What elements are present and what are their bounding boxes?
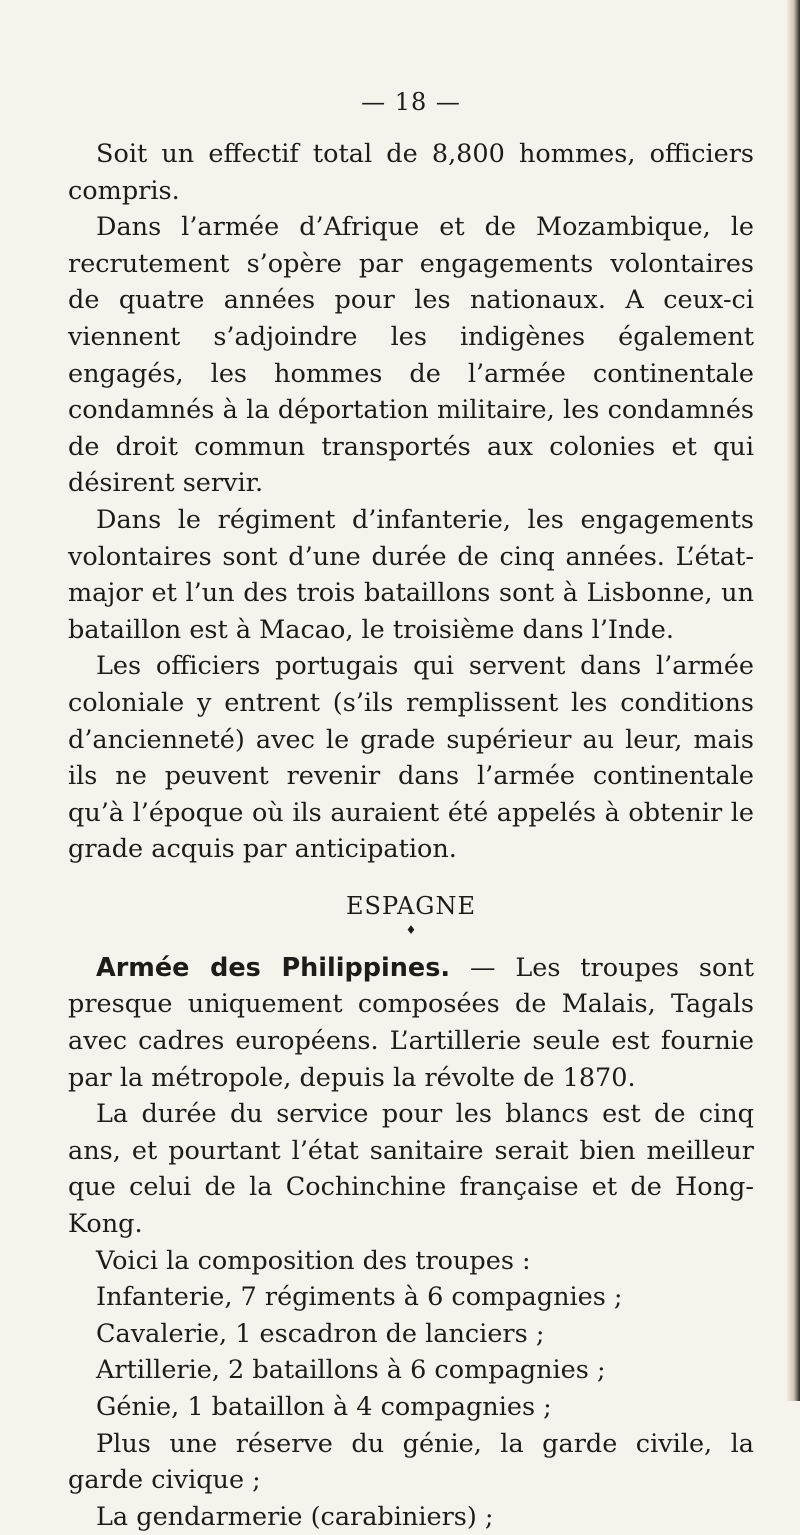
paragraph: Les officiers portugais qui servent dans l’armée coloniale y entrent (s’ils remplissent les conditions d’ancienneté) avec le grade supérieur au leur, mais ils ne peuvent revenir dans l’armée continentale qu’à l’époque où ils auraient été appelés à obtenir le grade acquis par anticipation.: [68, 651, 754, 865]
list-item: Artillerie, 2 bataillons à 6 compagnies ;: [96, 1355, 606, 1386]
list-item: Cavalerie, 1 escadron de lanciers ;: [96, 1318, 545, 1349]
list-item: Plus une réserve du génie, la garde civile, la garde civique ;: [68, 1428, 754, 1496]
paragraph: Soit un effectif total de 8,800 hommes, officiers compris.: [68, 139, 754, 206]
page-number: — 18 —: [361, 88, 461, 116]
list-item: La gendarmerie (carabiniers) ;: [96, 1501, 494, 1532]
runin-title: Armée des Philippines.: [96, 952, 451, 983]
paragraph: Dans l’armée d’Afrique et de Mozambique, le recrutement s’opère par engagements volontaires de quatre années pour les nationaux. A ceux-ci viennent s’adjoindre les indigènes également engagés, les hommes de l’armée continentale condamnés à la déportation militaire, les condamnés de droit commun transportés aux colonies et qui désirent servir.: [68, 212, 754, 499]
page-edge-shadow: [786, 0, 800, 1401]
book-page: [68, 88, 754, 1535]
paragraph: Dans le régiment d’infanterie, les engagements volontaires sont d’une durée de cinq années. L’état-major et l’un des trois bataillons sont à Lisbonne, un bataillon est à Macao, le troisième dans l’Inde.: [68, 504, 754, 645]
paragraph: La durée du service pour les blancs est de cinq ans, et pourtant l’état sanitaire serait bien meilleur que celui de la Cochinchine française et de Hong-Kong.: [68, 1099, 754, 1240]
runin-text: — Les troupes sont presque uniquement composées de Malais, Tagals avec cadres européens. L’artillerie seule est fournie par la métropole, depuis la révolte de 1870.: [68, 952, 754, 1093]
ornament: ♦: [405, 922, 417, 937]
list-item: Génie, 1 bataillon à 4 compagnies ;: [96, 1392, 552, 1422]
paragraph: Voici la composition des troupes :: [96, 1245, 531, 1276]
paragraph-runin: [68, 950, 754, 1096]
troops-list: [68, 1279, 754, 1535]
list-item: Infanterie, 7 régiments à 6 compagnies ;: [96, 1282, 623, 1313]
section-heading: ESPAGNE: [346, 891, 476, 920]
